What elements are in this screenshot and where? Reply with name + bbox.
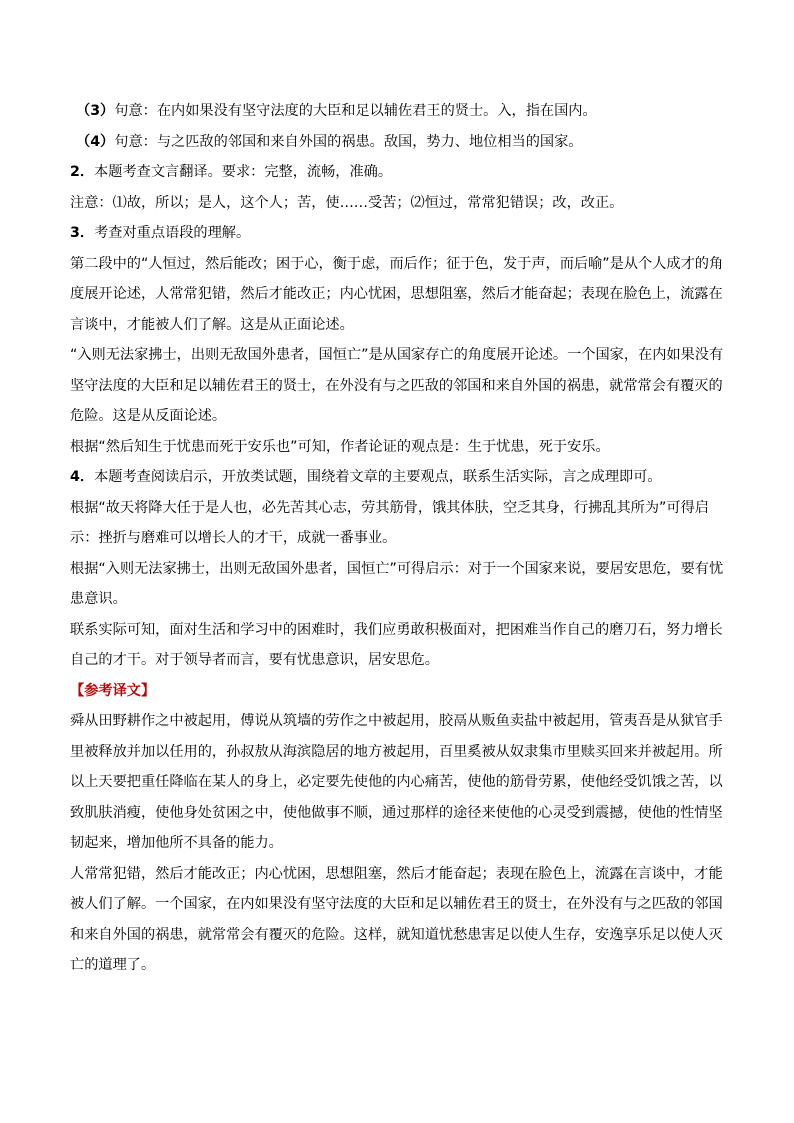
reference-translation-paragraph-1: 舜从田野耕作之中被起用，傅说从筑墙的劳作之中被起用，胶鬲从贩鱼卖盐中被起用，管夷吾是从狱官手里被释放并加以任用的，孙叔敖从海滨隐居的地方被起用，百里奚被从奴隶集市里赎买回来并被起用。所以上天要把重任降临在某人的身上，必定要先使他的内心痛苦，使他的筋骨劳累，使他经受饥饿之苦，以致肌肤消瘦，使他身处贫困之中，使他做事不顺，通过那样的途径来使他的心灵受到震撼，使他的性情坚韧起来，增加他所不具备的能力。 <box>70 713 723 851</box>
document-page <box>70 96 735 981</box>
question-2-note: 注意：⑴故，所以；是人，这个人；苦，使……受苦；⑵恒过，常常犯错误；改，改正。 <box>70 194 624 211</box>
question-4-text: 本题考查阅读启示，开放类试题，围绕着文章的主要观点，联系生活实际，言之成理即可。 <box>94 469 662 485</box>
question-2-number: 2． <box>70 164 95 180</box>
question-4-paragraph-2: 根据“入则无法家拂士，出则无敌国外患者，国恒亡”可得启示：对于一个国家来说，要居安思危，要有忧患意识。 <box>70 560 724 607</box>
question-4-number: 4． <box>70 469 95 485</box>
question-3-paragraph-1: 第二段中的“人恒过，然后能改；困于心，衡于虑，而后作；征于色，发于声，而后喻”是从个人成才的角度展开论述，人常常犯错，然后才能改正；内心忧困，思想阻塞，然后才能奋起；表现在脸色上，流露在言谈中，才能被人们了解。这是从正面论述。 <box>70 255 724 333</box>
question-4-paragraph-3: 联系实际可知，面对生活和学习中的困难时，我们应勇敢积极面对，把困难当作自己的磨刀石，努力增长自己的才干。对于领导者而言，要有忧患意识，居安思危。 <box>70 621 723 668</box>
item-4-number: （4） <box>76 133 115 150</box>
question-4 <box>70 462 735 493</box>
reference-translation-paragraph-2: 人常常犯错，然后才能改正；内心忧困，思想阻塞，然后才能奋起；表现在脸色上，流露在言谈中，才能被人们了解。一个国家，在内如果没有坚守法度的大臣和足以辅佐君王的贤士，在外没有与之匹敌的邻国和来自外国的祸患，就常常会有覆灭的危险。这样，就知道忧愁患害足以使人生存，安逸享乐足以使人灭亡的道理了。 <box>70 865 723 973</box>
question-3 <box>70 218 735 249</box>
item-3-text: 句意：在内如果没有坚守法度的大臣和足以辅佐君王的贤士。入，指在国内。 <box>114 103 597 119</box>
item-3 <box>70 96 735 127</box>
item-4-text: 句意：与之匹敌的邻国和来自外国的祸患。敌国，势力、地位相当的国家。 <box>114 133 583 150</box>
item-3-number: （3） <box>76 103 115 119</box>
question-4-paragraph-1: 根据“故天将降大任于是人也，必先苦其心志，劳其筋骨，饿其体肤，空乏其身，行拂乱其所为”可得启示：挫折与磨难可以增长人的才干，成就一番事业。 <box>70 499 709 546</box>
question-3-paragraph-2: “入则无法家拂士，出则无敌国外患者，国恒亡”是从国家存亡的角度展开论述。一个国家，在内如果没有坚守法度的大臣和足以辅佐君王的贤士，在外没有与之匹敌的邻国和来自外国的祸患，就常常会有覆灭的危险。这是从反面论述。 <box>70 347 724 424</box>
question-2-text: 本题考查文言翻译。要求：完整，流畅，准确。 <box>94 164 393 180</box>
reference-translation-heading: 【参考译文】 <box>70 682 156 699</box>
item-4 <box>70 127 735 158</box>
question-2 <box>70 157 735 188</box>
question-3-text: 考查对重点语段的理解。 <box>94 225 251 241</box>
question-3-number: 3． <box>70 225 95 241</box>
question-3-paragraph-3: 根据“然后知生于忧患而死于安乐也”可知，作者论证的观点是：生于忧患，死于安乐。 <box>70 438 610 455</box>
